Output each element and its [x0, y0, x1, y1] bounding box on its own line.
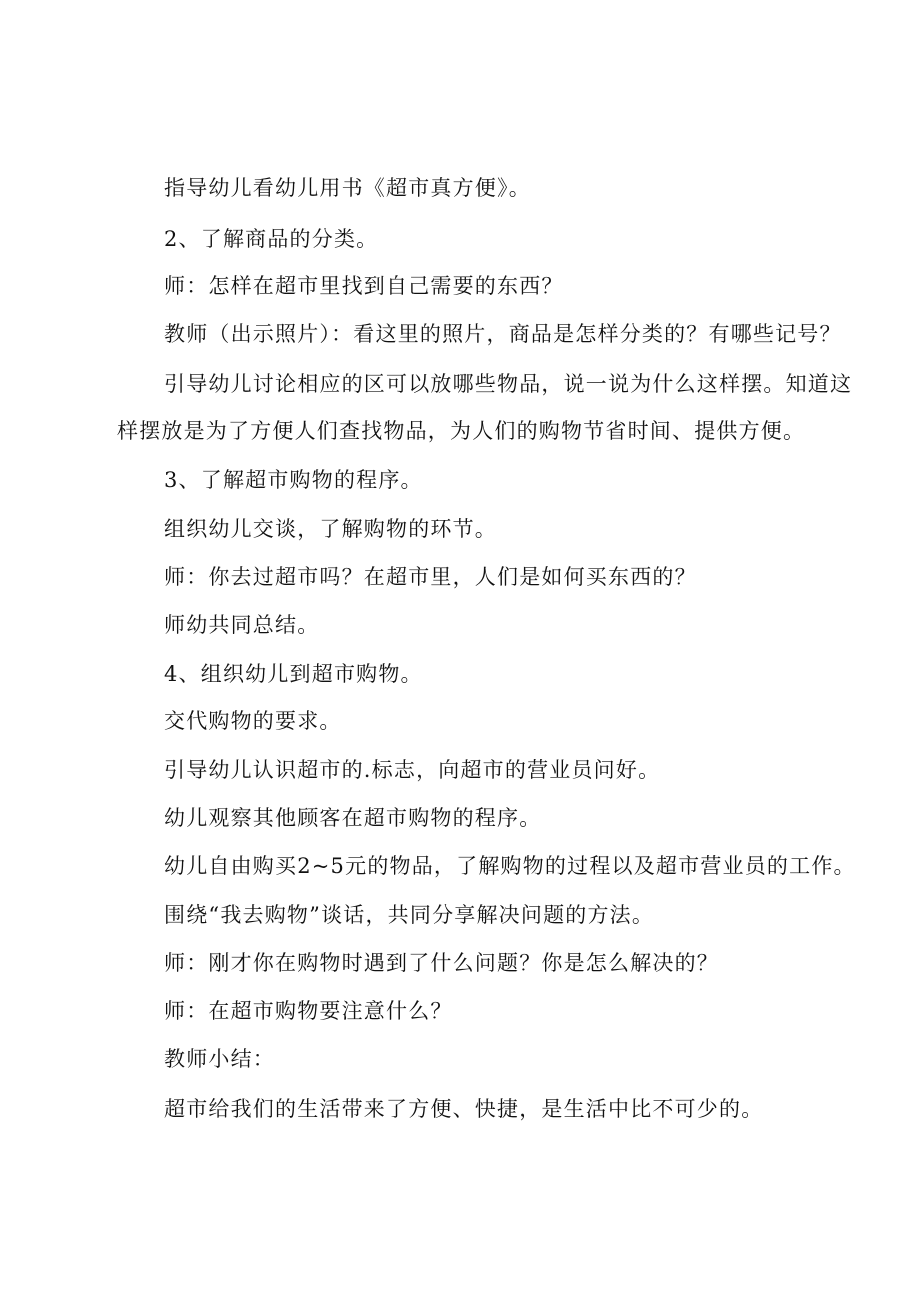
paragraph-discussion-line-1: 引导幼儿讨论相应的区可以放哪些物品，说一说为什么这样摆。知道这 [164, 372, 853, 396]
teacher-question-4: 师：在超市购物要注意什么？ [164, 999, 453, 1023]
paragraph-organize-talk: 组织幼儿交谈，了解购物的环节。 [164, 517, 497, 541]
section-heading-4: 4、组织幼儿到超市购物。 [164, 662, 423, 686]
teacher-question-3: 师：刚才你在购物时遇到了什么问题？你是怎么解决的？ [164, 951, 719, 975]
section-heading-3: 3、了解超市购物的程序。 [164, 468, 423, 492]
teacher-question-1: 师：怎样在超市里找到自己需要的东西？ [164, 274, 564, 298]
section-heading-2: 2、了解商品的分类。 [164, 227, 379, 251]
paragraph-free-shopping: 幼儿自由购买2~5元的物品，了解购物的过程以及超市营业员的工作。 [164, 854, 856, 878]
teacher-question-2: 师：你去过超市吗？在超市里，人们是如何买东西的？ [164, 565, 697, 589]
paragraph-discussion-topic: 围绕“我去购物”谈话，共同分享解决问题的方法。 [164, 903, 655, 927]
paragraph-conclusion: 超市给我们的生活带来了方便、快捷，是生活中比不可少的。 [164, 1097, 764, 1121]
paragraph-requirements: 交代购物的要求。 [164, 709, 342, 733]
paragraph-book-reading: 指导幼儿看幼儿用书《超市真方便》。 [164, 176, 531, 200]
paragraph-summary: 师幼共同总结。 [164, 613, 320, 637]
paragraph-recognize-sign: 引导幼儿认识超市的.标志，向超市的营业员问好。 [164, 758, 661, 782]
teacher-summary-label: 教师小结： [164, 1047, 275, 1071]
paragraph-discussion-line-2: 样摆放是为了方便人们查找物品，为人们的购物节省时间、提供方便。 [117, 419, 806, 443]
paragraph-observe: 幼儿观察其他顾客在超市购物的程序。 [164, 806, 542, 830]
teacher-photo-question: 教师（出示照片）：看这里的照片，商品是怎样分类的？有哪些记号？ [164, 322, 842, 346]
